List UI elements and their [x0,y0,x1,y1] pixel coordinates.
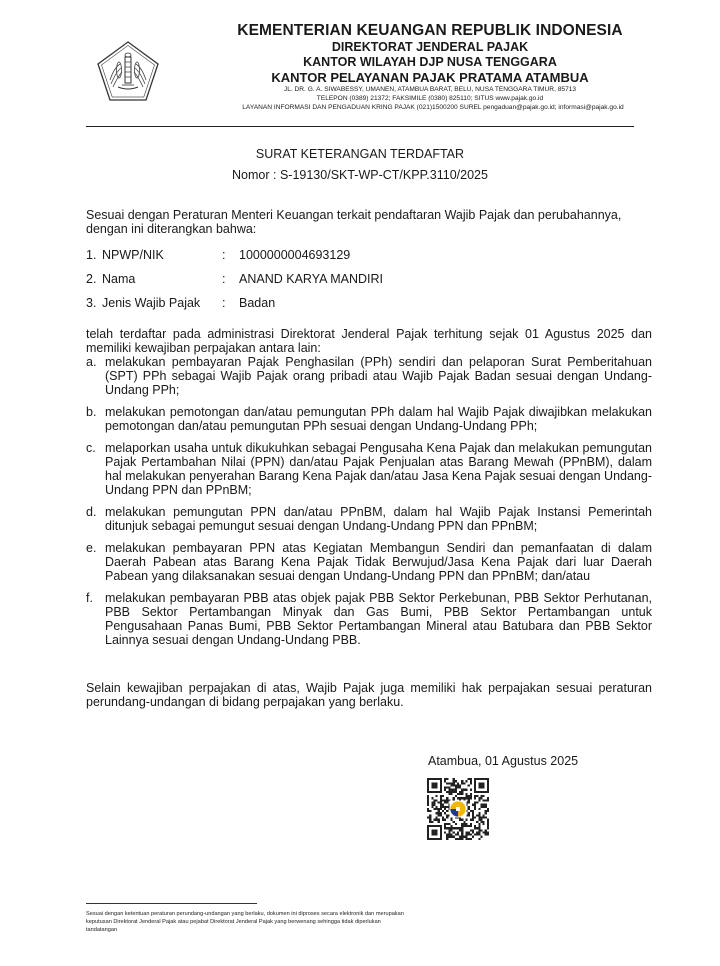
obligation-marker: c. [86,441,96,455]
letterhead [170,22,690,112]
obligation-item [86,505,652,533]
regional-office-name: KANTOR WILAYAH DJP NUSA TENGGARA [303,55,557,69]
ministry-name: KEMENTERIAN KEUANGAN REPUBLIK INDONESIA [237,22,623,39]
office-address: JL. DR. G. A. SIWABESSY, UMANEN, ATAMBUA BARAT, BELU, NUSA TENGGARA TIMUR, 85713 [283,86,577,93]
obligation-marker: a. [86,355,97,369]
obligation-text: melakukan pemotongan dan/atau pemungutan PPh dalam hal Wajib Pajak diwajibkan melakukan pemotongan dan/atau pemungutan PPh sesuai dengan Undang-Undang PPh; [105,405,652,433]
identity-colon: : [222,296,226,310]
identity-value-npwp: 1000000004693129 [239,248,351,262]
letterhead-divider [86,126,634,127]
identity-number: 1. [86,248,97,262]
obligation-marker: f. [86,591,93,605]
intro-paragraph: Sesuai dengan Peraturan Menteri Keuangan terkait pendaftaran Wajib Pajak dan perubahannya, dengan ini diterangkan bahwa: [86,208,622,236]
obligation-marker: d. [86,505,97,519]
footnote: Sesuai dengan ketentuan peraturan perundang-undangan yang berlaku, dokumen ini diproses secara elektronik dan merupakan keputusan Direktorat Jenderal Pajak atau pejabat Direktorat Jenderal Pajak yang berwenang sehingga tidak diperlukan tandatangan [86,911,404,934]
qr-code-signature-icon[interactable] [427,778,489,840]
tax-office-name: KANTOR PELAYANAN PAJAK PRATAMA ATAMBUA [271,70,589,85]
obligations-list [86,355,652,655]
identity-label: Jenis Wajib Pajak [102,296,201,310]
identity-value-name: ANAND KARYA MANDIRI [239,272,384,286]
identity-label: Nama [102,272,136,286]
obligation-text: melakukan pemungutan PPN dan/atau PPnBM, dalam hal Wajib Pajak Instansi Pemerintah ditunjuk sebagai pemungut sesuai dengan Undang-Undang PPN dan PPnBM; [105,505,652,533]
registered-paragraph: telah terdaftar pada administrasi Direktorat Jenderal Pajak terhitung sejak 01 Agustus 2025 dan memiliki kewajiban perpajakan antara lain: [86,327,652,355]
obligation-item [86,441,652,497]
obligation-marker: e. [86,541,97,555]
document-number: Nomor : S-19130/SKT-WP-CT/KPP.3110/2025 [232,168,488,182]
closing-paragraph: Selain kewajiban perpajakan di atas, Wajib Pajak juga memiliki hak perpajakan sesuai peraturan perundang-undangan di bidang perpajakan yang berlaku. [86,681,652,709]
identity-colon: : [222,272,226,286]
service-contact: LAYANAN INFORMASI DAN PENGADUAN KRING PAJAK (021)1500200 SUREL pengaduan@pajak.go.id; informasi@pajak.go.id [242,104,624,111]
obligation-item [86,405,652,433]
obligation-item [86,591,652,647]
identity-number: 2. [86,272,97,286]
identity-colon: : [222,248,226,262]
obligation-item [86,541,652,583]
obligation-item [86,355,652,397]
kemenkeu-emblem-icon [96,40,160,102]
identity-value-type: Badan [239,296,276,310]
directorate-name: DIREKTORAT JENDERAL PAJAK [331,40,529,54]
office-contact: TELEPON (0389) 21372; FAKSIMILE (0380) 825110; SITUS www.pajak.go.id [316,95,544,102]
obligation-text: melakukan pembayaran PPN atas Kegiatan Membangun Sendiri dan pemanfaatan di dalam Daerah Pabean atas Barang Kena Pajak Tidak Berwujud/Jasa Kena Pajak dari luar Daerah Pabean yang dilaksanakan sesuai dengan Undang-Undang PPN dan PPnBM; dan/atau [105,541,652,583]
obligation-text: melakukan pembayaran PBB atas objek pajak PBB Sektor Perkebunan, PBB Sektor Perhutanan, PBB Sektor Pertambangan Minyak dan Gas Bumi, PBB Sektor Pertambangan untuk Pengusahaan Panas Bumi, PBB Sektor Pertambangan Mineral atau Batubara dan PBB Sektor Lainnya sesuai dengan Undang-Undang PBB. [105,591,652,647]
identity-number: 3. [86,296,97,310]
document-title: SURAT KETERANGAN TERDAFTAR [255,147,465,161]
footnote-divider [86,903,257,904]
obligation-marker: b. [86,405,97,419]
identity-label: NPWP/NIK [102,248,164,262]
obligation-text: melakukan pembayaran Pajak Penghasilan (PPh) sendiri dan pelaporan Surat Pemberitahuan (SPT) PPh sebagai Wajib Pajak orang pribadi atau Wajib Pajak Badan sesuai dengan Undang-Undang PPh; [105,355,652,397]
obligation-text: melaporkan usaha untuk dikukuhkan sebagai Pengusaha Kena Pajak dan melakukan pemungutan Pajak Pertambahan Nilai (PPN) dan/atau Pajak Penjualan atas Barang Mewah (PPnBM), dalam hal melakukan penyerahan Barang Kena Pajak dan/atau Jasa Kena Pajak sesuai dengan Undang-Undang PPN dan PPnBM; [105,441,652,497]
place-date: Atambua, 01 Agustus 2025 [428,754,579,768]
